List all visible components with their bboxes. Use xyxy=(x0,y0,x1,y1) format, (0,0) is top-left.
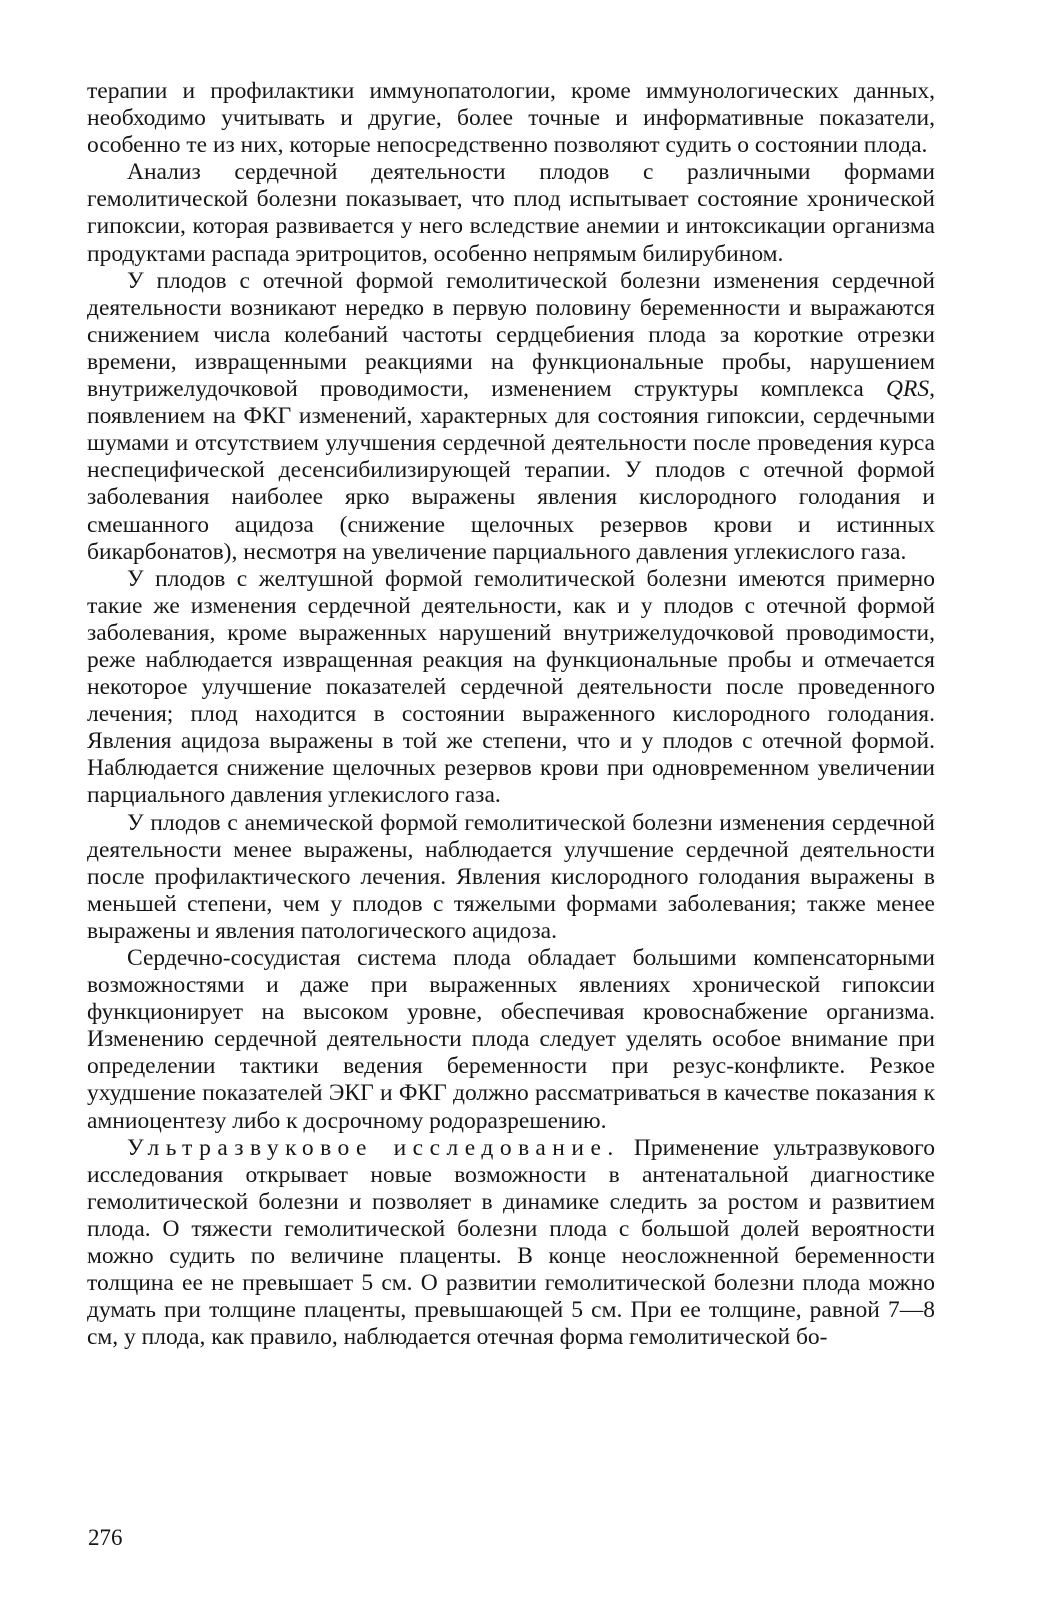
ultrasound-heading: Ультразвуковое исследование. xyxy=(127,1134,620,1161)
paragraph-cardiovascular-system: Сердечно-сосудистая система плода обладает большими компенсаторными возможностями и даже при выраженных явлениях хронической гипоксии функционирует на высоком уровне, обеспечивая кровоснабжение организма. Изменению сердечной деятельности плода следует уделять особое внимание при определении тактики ведения беременности при резус-конфликте. Резкое ухудшение показателей ЭКГ и ФКГ должно рассматриваться в качестве показания к амниоцентезу либо к досрочному родоразрешению. xyxy=(87,945,935,1134)
paragraph-edematous-form-text-a: У плодов с отечной формой гемолитической болезни изменения сердечной деятельности возникают нередко в первую половину беременности и выражаются снижением числа колебаний частоты сердцебиения плода за короткие отрезки времени, извращенными реакциями на функциональные пробы, нарушением внутрижелудочковой проводимости, изменением структуры комплекса xyxy=(87,267,935,403)
paragraph-ultrasound xyxy=(87,1135,935,1352)
ultrasound-body: Применение ультразвукового исследования открывает новые возможности в антенатальной диагностике гемолитической болезни и позволяет в динамике следить за ростом и развитием плода. О тяжести гемолитической болезни плода с большой долей вероятности можно судить по величине плаценты. В конце неосложненной беременности толщина ее не превышает 5 см. О развитии гемолитической болезни плода можно думать при толщине плаценты, превышающей 5 см. При ее толщине, равной 7—8 см, у плода, как правило, наблюдается отечная форма гемолитической бо- xyxy=(87,1134,935,1351)
paragraph-continuation: терапии и профилактики иммунопатологии, кроме иммунологических данных, необходимо учитывать и другие, более точные и информативные показатели, особенно те из них, которые непосредственно позволяют судить о состоянии плода. xyxy=(87,78,935,159)
page-body xyxy=(87,78,935,1351)
paragraph-edematous-form-text-b: появлением на ФКГ изменений, характерных для состояния гипоксии, сердечными шумами и отсутствием улучшения сердечной деятельности после проведения курса неспецифической десенсибилизирующей терапии. У плодов с отечной формой заболевания наиболее ярко выражены явления кислородного голодания и смешанного ацидоза (снижение щелочных резервов крови и истинных бикарбонатов), несмотря на увеличение парциального давления углекислого газа. xyxy=(87,403,935,565)
paragraph-edematous-form xyxy=(87,268,935,566)
qrs-term: QRS, xyxy=(886,376,935,403)
paragraph-cardiac-analysis: Анализ сердечной деятельности плодов с различными формами гемолитической болезни показывает, что плод испытывает состояние хронической гипоксии, которая развивается у него вследствие анемии и интоксикации организма продуктами распада эритроцитов, особенно непрямым билирубином. xyxy=(87,159,935,267)
paragraph-anemic-form: У плодов с анемической формой гемолитической болезни изменения сердечной деятельности менее выражены, наблюдается улучшение сердечной деятельности после профилактического лечения. Явления кислородного голодания выражены в меньшей степени, чем у плодов с тяжелыми формами заболевания; также менее выражены и явления патологического ацидоза. xyxy=(87,809,935,944)
page-number: 276 xyxy=(88,1525,123,1550)
paragraph-icteric-form: У плодов с желтушной формой гемолитической болезни имеются примерно такие же изменения сердечной деятельности, как и у плодов с отечной формой заболевания, кроме выраженных нарушений внутрижелудочковой проводимости, реже наблюдается извращенная реакция на функциональные пробы и отмечается некоторое улучшение показателей сердечной деятельности после проведенного лечения; плод находится в состоянии выраженного кислородного голодания. Явления ацидоза выражены в той же степени, что и у плодов с отечной формой. Наблюдается снижение щелочных резервов крови при одновременном увеличении парциального давления углекислого газа. xyxy=(87,565,935,809)
